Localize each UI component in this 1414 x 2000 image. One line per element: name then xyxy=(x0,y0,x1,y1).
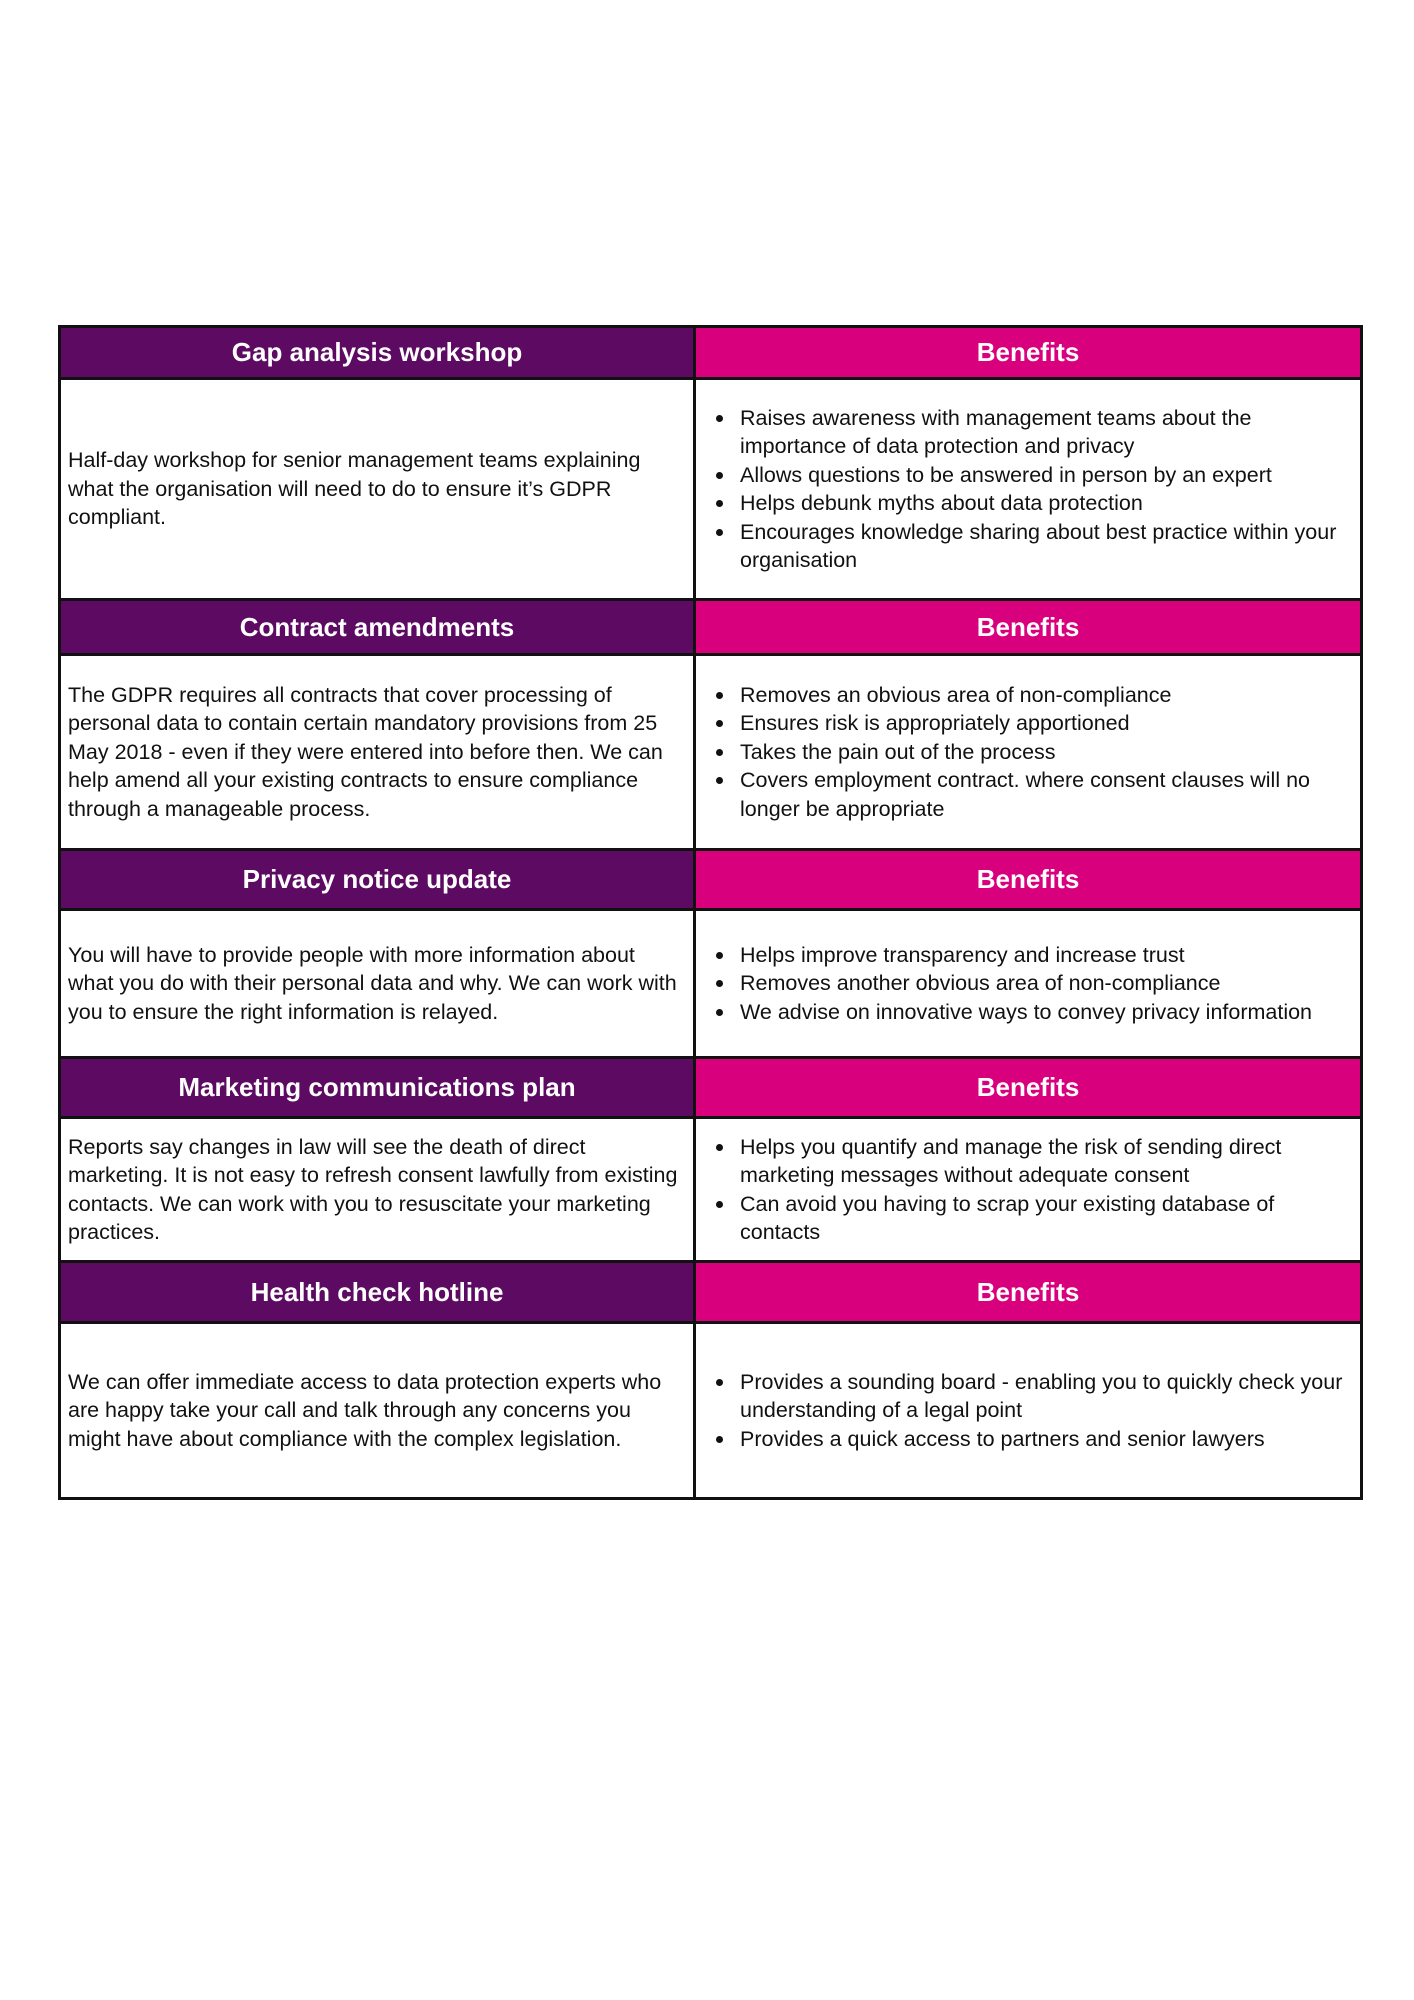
benefit-item: Provides a quick access to partners and senior lawyers xyxy=(740,1425,1348,1454)
service-body-row xyxy=(60,1118,1362,1262)
benefits-list xyxy=(704,681,1348,824)
service-header-row xyxy=(60,600,1362,655)
benefit-item: Helps improve transparency and increase trust xyxy=(740,941,1348,970)
service-description: You will have to provide people with more information about what you do with their personal data and why. We can work with you to ensure the right information is relayed. xyxy=(60,910,695,1058)
benefit-item: We advise on innovative ways to convey privacy information xyxy=(740,998,1348,1027)
benefit-item: Can avoid you having to scrap your existing database of contacts xyxy=(740,1190,1348,1247)
service-description: Half-day workshop for senior management teams explaining what the organisation will need to do to ensure it’s GDPR compliant. xyxy=(60,379,695,600)
service-header-row xyxy=(60,1262,1362,1323)
benefit-item: Encourages knowledge sharing about best practice within your organisation xyxy=(740,518,1348,575)
benefit-item: Removes an obvious area of non-compliance xyxy=(740,681,1348,710)
benefits-cell xyxy=(695,1118,1362,1262)
benefits-cell xyxy=(695,910,1362,1058)
benefits-header: Benefits xyxy=(695,1058,1362,1118)
benefit-item: Covers employment contract. where consent clauses will no longer be appropriate xyxy=(740,766,1348,823)
benefit-item: Allows questions to be answered in person by an expert xyxy=(740,461,1348,490)
benefits-list xyxy=(704,1368,1348,1454)
benefits-header: Benefits xyxy=(695,327,1362,379)
benefits-cell xyxy=(695,379,1362,600)
service-header-row xyxy=(60,327,1362,379)
service-header-row xyxy=(60,850,1362,910)
benefits-cell xyxy=(695,655,1362,850)
benefit-item: Helps you quantify and manage the risk of sending direct marketing messages without adequate consent xyxy=(740,1133,1348,1190)
service-title: Health check hotline xyxy=(60,1262,695,1323)
service-body-row xyxy=(60,1323,1362,1499)
benefit-item: Provides a sounding board - enabling you to quickly check your understanding of a legal point xyxy=(740,1368,1348,1425)
benefits-list xyxy=(704,1133,1348,1247)
benefits-header: Benefits xyxy=(695,1262,1362,1323)
service-title: Gap analysis workshop xyxy=(60,327,695,379)
benefit-item: Removes another obvious area of non-compliance xyxy=(740,969,1348,998)
benefits-list xyxy=(704,941,1348,1027)
service-body-row xyxy=(60,655,1362,850)
service-body-row xyxy=(60,379,1362,600)
benefit-item: Takes the pain out of the process xyxy=(740,738,1348,767)
benefit-item: Ensures risk is appropriately apportioned xyxy=(740,709,1348,738)
service-title: Contract amendments xyxy=(60,600,695,655)
service-description: The GDPR requires all contracts that cover processing of personal data to contain certain mandatory provisions from 25 May 2018 - even if they were entered into before then. We can help amend all your existing contracts to ensure compliance through a manageable process. xyxy=(60,655,695,850)
service-description: Reports say changes in law will see the death of direct marketing. It is not easy to refresh consent lawfully from existing contacts. We can work with you to resuscitate your marketing practices. xyxy=(60,1118,695,1262)
benefits-header: Benefits xyxy=(695,850,1362,910)
benefits-list xyxy=(704,404,1348,575)
service-description: We can offer immediate access to data protection experts who are happy take your call and talk through any concerns you might have about compliance with the complex legislation. xyxy=(60,1323,695,1499)
benefit-item: Helps debunk myths about data protection xyxy=(740,489,1348,518)
service-title: Marketing communications plan xyxy=(60,1058,695,1118)
service-header-row xyxy=(60,1058,1362,1118)
benefits-cell xyxy=(695,1323,1362,1499)
benefit-item: Raises awareness with management teams about the importance of data protection and privacy xyxy=(740,404,1348,461)
benefits-header: Benefits xyxy=(695,600,1362,655)
service-body-row xyxy=(60,910,1362,1058)
service-title: Privacy notice update xyxy=(60,850,695,910)
services-table xyxy=(58,325,1363,1500)
